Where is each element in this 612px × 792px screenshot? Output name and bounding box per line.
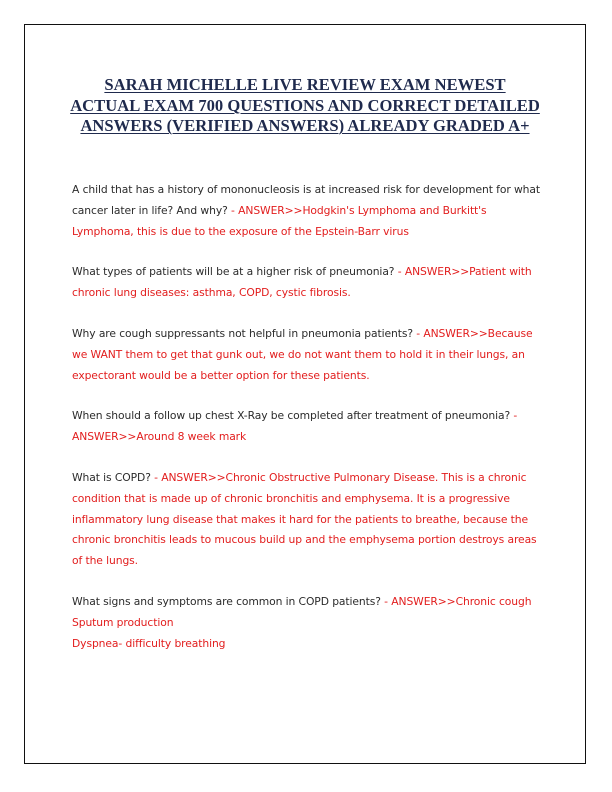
answer-text: - ANSWER>>Chronic cough (384, 594, 532, 608)
qa-item-2 (72, 262, 550, 304)
answer-text: - ANSWER>>Patient with chronic lung diseases: asthma, COPD, cystic fibrosis. (72, 265, 532, 300)
question-text: What is COPD? (72, 470, 155, 484)
answer-text: - ANSWER>>Around 8 week mark (72, 409, 518, 444)
qa-item-6 (72, 592, 550, 654)
question-text: What signs and symptoms are common in COPD patients? (72, 594, 385, 608)
answer-line: Sputum production (72, 615, 174, 629)
answer-text: - ANSWER>>Hodgkin's Lymphoma and Burkitt's Lymphoma, this is due to the exposure of the Epstein-Barr virus (72, 203, 487, 238)
qa-item-3 (72, 324, 550, 386)
qa-item-1 (72, 180, 550, 242)
qa-item-4 (72, 406, 550, 448)
answer-text: - ANSWER>>Because we WANT them to get that gunk out, we do not want them to hold it in their lungs, an expectorant would be a better option for these patients. (72, 326, 533, 382)
document-title: SARAH MICHELLE LIVE REVIEW EXAM NEWEST ACTUAL EXAM 700 QUESTIONS AND CORRECT DETAILED ANSWERS (VERIFIED ANSWERS) ALREADY GRADED A+ (70, 75, 540, 135)
qa-list (72, 180, 550, 674)
answer-text: - ANSWER>>Chronic Obstructive Pulmonary Disease. This is a chronic condition that is made up of chronic bronchitis and emphysema. It is a progressive inflammatory lung disease that makes it hard for the patients to breathe, because the chronic bronchitis leads to mucous build up and the emphysema portion destroys areas of the lungs. (72, 470, 537, 568)
answer-line: Dyspnea- difficulty breathing (72, 636, 226, 650)
question-text: What types of patients will be at a higher risk of pneumonia? (72, 265, 398, 279)
question-text: When should a follow up chest X-Ray be completed after treatment of pneumonia? (72, 409, 514, 423)
question-text: Why are cough suppressants not helpful in pneumonia patients? (72, 326, 417, 340)
question-text: A child that has a history of mononucleosis is at increased risk for development for what cancer later in life? And why? (72, 183, 540, 217)
qa-item-5 (72, 468, 550, 572)
